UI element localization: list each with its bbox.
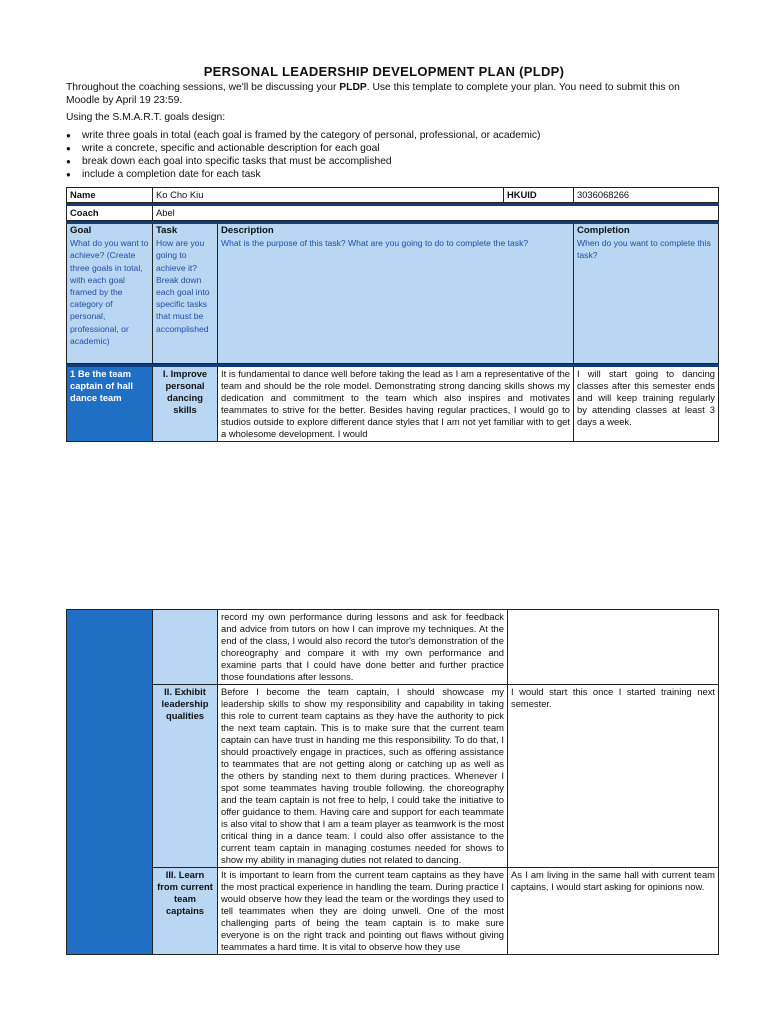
hkuid-label: HKUID xyxy=(504,188,574,203)
coach-label: Coach xyxy=(67,206,153,221)
completion-header-hint: When do you want to complete this task? xyxy=(577,238,711,261)
goal-header xyxy=(67,224,153,364)
name-row xyxy=(67,188,719,203)
intro-bold: PLDP xyxy=(339,82,367,93)
intro-text-2: . Use this template to complete your plan. You need to submit this on Moodle by April 19 23:59. xyxy=(66,82,680,106)
bullet-item: ● write three goals in total (each goal is framed by the category of personal, professional, or academic) xyxy=(66,129,540,142)
completion-header xyxy=(574,224,719,364)
coach-row xyxy=(67,206,719,221)
task-cell-continued xyxy=(153,610,218,685)
completion-cell: I would start this once I started training next semester. xyxy=(508,685,719,868)
description-header-hint: What is the purpose of this task? What are you going to do to complete the task? xyxy=(221,238,529,249)
completion-cell: As I am living in the same hall with current team captains, I would start asking for opinions now. xyxy=(508,868,719,955)
completion-header-title: Completion xyxy=(577,225,630,236)
coach-value: Abel xyxy=(153,206,719,221)
pldp-table-top xyxy=(66,187,719,442)
bullet-item: ● write a concrete, specific and actionable description for each goal xyxy=(66,142,540,155)
goal-header-title: Goal xyxy=(70,225,92,236)
completion-cell: I will start going to dancing classes after this semester ends and will keep training regularly by attending classes at least 3 days a week. xyxy=(574,367,719,442)
header-row xyxy=(67,224,719,364)
hkuid-value: 3036068266 xyxy=(574,188,719,203)
goal1-task2-row xyxy=(67,685,719,868)
name-value: Ko Cho Kiu xyxy=(153,188,504,203)
goal1-task1-row xyxy=(67,367,719,442)
pldp-table-continued xyxy=(66,609,719,955)
goal1-task1-continued-row xyxy=(67,610,719,685)
description-cell: It is important to learn from the current team captains as they have the most practical experience in handling the team. During practice I would observe how they lead the team or the wordings they used to tell teammates when they are doing unwell. One of the most challenging parts of being the team captain is to make sure everyone is on the right track and pointing out flaws without giving teammates a hard time. It is vital to observe how they use xyxy=(218,868,508,955)
bullet-item: ● include a completion date for each task xyxy=(66,168,540,181)
name-label: Name xyxy=(67,188,153,203)
goal1-task3-row xyxy=(67,868,719,955)
description-header xyxy=(218,224,574,364)
goal-cell: 1 Be the team captain of hall dance team xyxy=(67,367,153,442)
goal-cell-continued xyxy=(67,610,153,955)
description-header-title: Description xyxy=(221,225,274,236)
task-cell: II. Exhibit leadership qualities xyxy=(153,685,218,868)
description-cell: It is fundamental to dance well before taking the lead as I am a representative of the team and should be the role model. Demonstrating strong dancing skills shows my dedication and commitment to the team which also inspires and motivates teammates to strive for the better. Besides having regular practices, I would go to studios outside to explore different dance styles that I am not yet familiar with to get a wholesome development. I would xyxy=(218,367,574,442)
task-header xyxy=(153,224,218,364)
task-header-hint: How are you going to achieve it? Break down each goal into specific tasks that must be accomplished xyxy=(156,238,210,334)
task-cell: I. Improve personal dancing skills xyxy=(153,367,218,442)
completion-cell xyxy=(508,610,719,685)
bullet-item: ● break down each goal into specific tasks that must be accomplished xyxy=(66,155,540,168)
task-cell: III. Learn from current team captains xyxy=(153,868,218,955)
description-cell: record my own performance during lessons and ask for feedback and advice from tutors on how I can improve my techniques. At the end of the class, I would also record the tutor's demonstration of the choreography and compare it with my own performance and examine parts that I could have done better and further practice those foundations after lessons. xyxy=(218,610,508,685)
intro-paragraph xyxy=(66,82,716,107)
intro-text-1: Throughout the coaching sessions, we'll be discussing your xyxy=(66,82,340,93)
page-title: PERSONAL LEADERSHIP DEVELOPMENT PLAN (PLDP) xyxy=(203,64,565,79)
smart-intro: Using the S.M.A.R.T. goals design: xyxy=(66,112,226,123)
description-cell: Before I become the team captain, I should showcase my leadership skills to show my responsibility and capability in taking this role to current team captains as they have the authority to pick the next team captain. This is to make sure that the current team captain can have trust in handing me this responsibility. To do that, I should proactively engage in practices, such as offering assistance to teammates that are not getting along or catching up as well as the others by standing next to them during practices. Whenever I spot some teammates having trouble following. the choreography and the team captain is not free to help, I could take the initiative to offer guidance to them. Having care and support for each teammate is also vital to show that I am a team player as teamwork is the most critical thing in a dance team. I could also offer assistance to the current team captain in managing costumes needed for shows to show my ability in managing duties not related to dancing. xyxy=(218,685,508,868)
goal-header-hint: What do you want to achieve? (Create three goals in total, with each goal framed by the category of personal, professional, or academic) xyxy=(70,238,149,346)
smart-bullet-list xyxy=(66,129,540,181)
task-header-title: Task xyxy=(156,225,178,236)
